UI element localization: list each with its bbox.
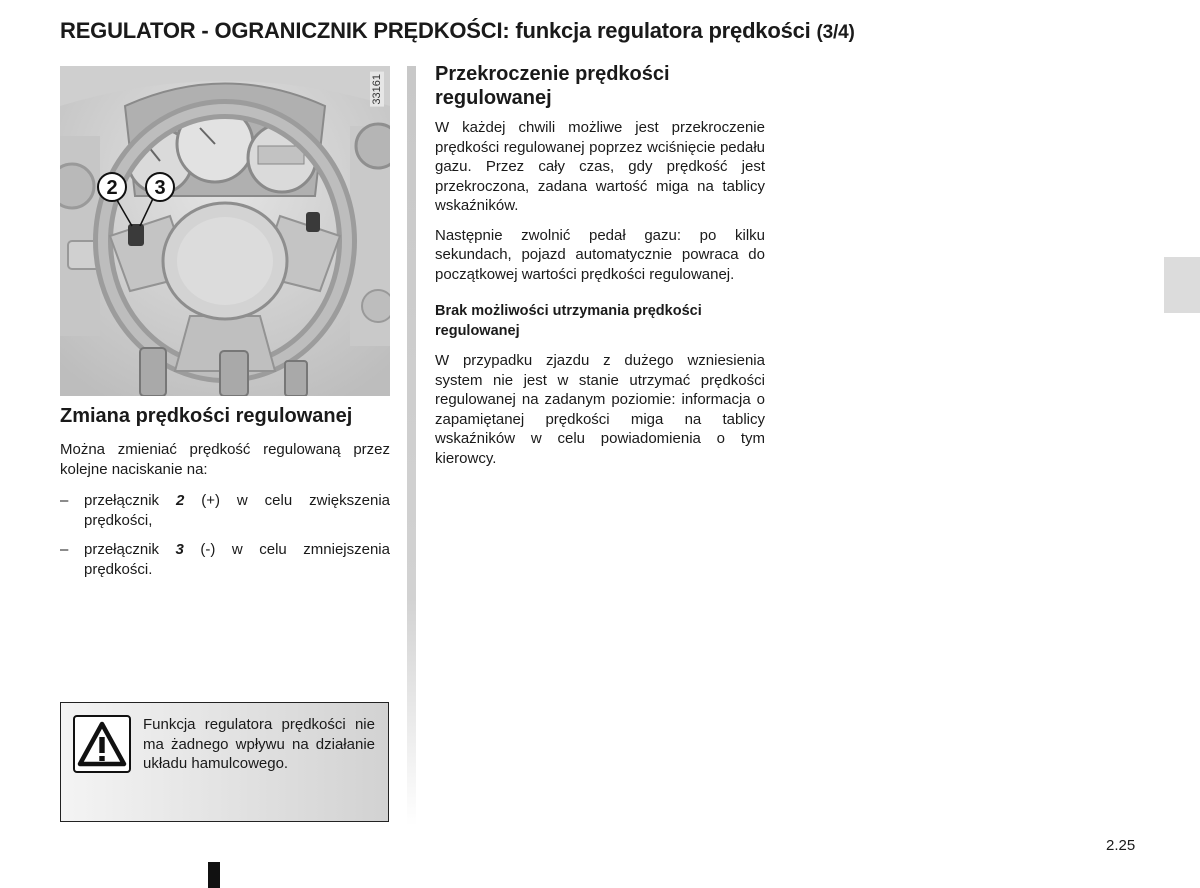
left-column	[60, 66, 390, 589]
callout-3	[146, 173, 174, 201]
title-main: REGULATOR - OGRANICZNIK PRĘDKOŚCI: funkcja regulatora prędkości	[60, 18, 811, 43]
callout-3-label: 3	[154, 177, 166, 199]
right-column	[435, 62, 765, 468]
title-page-indicator: (3/4)	[816, 22, 855, 43]
warning-box	[60, 702, 389, 822]
callout-2	[98, 173, 126, 201]
section-intro: Można zmieniać prędkość regulowaną przez kolejne naciskanie na:	[60, 441, 390, 478]
list-item-text: (+) w celu zwiększenia prędkości,	[84, 492, 390, 529]
list-item-text: przełącznik	[84, 492, 176, 509]
switch-list	[60, 491, 390, 579]
paragraph: Następnie zwolnić pedał gazu: po kilku sekundach, pojazd automatycznie powraca do początkowej wartości prędkości regulowanej.	[435, 226, 765, 283]
bottom-mark	[208, 862, 220, 888]
page-title	[60, 18, 855, 44]
list-dash: –	[60, 541, 69, 558]
warning-text: Funkcja regulatora prędkości nie ma żadnego wpływu na działanie układu hamulcowego.	[143, 716, 375, 772]
section-heading-speed-change: Zmiana prędkości regulowanej	[60, 405, 353, 427]
subheading-speed-maintain: Brak możliwości utrzymania prędkości regulowanej	[435, 303, 702, 339]
paragraph: W każdej chwili możliwe jest przekroczenie prędkości regulowanej poprzez wciśnięcie pedału gazu. Przez cały czas, gdy prędkość jest przekroczona, zadana wartość miga na tablicy wskaźników.	[435, 119, 765, 214]
list-dash: –	[60, 492, 69, 509]
list-item	[60, 540, 390, 579]
section-heading-speed-exceed: Przekroczenie prędkości regulowanej	[435, 63, 670, 109]
switch-number: 3	[175, 541, 184, 558]
warning-triangle-icon	[73, 715, 131, 773]
list-item-text: przełącznik	[84, 541, 176, 558]
paragraph: W przypadku zjazdu z dużego wzniesienia system nie jest w stanie utrzymać prędkości regulowanej na zadanym poziomie: informacja o zapamiętanej prędkości miga na tablicy wskaźników w celu powiadomienia o tym kierowcy.	[435, 352, 765, 467]
list-item-text: (-) w celu zmniejszenia prędkości.	[84, 541, 390, 578]
steering-wheel-figure	[60, 66, 390, 396]
figure-number: 33161	[371, 74, 383, 105]
column-divider	[407, 66, 416, 826]
page-number: 2.25	[1106, 837, 1136, 854]
callout-layer	[60, 66, 390, 396]
callout-2-label: 2	[106, 177, 118, 199]
switch-number: 2	[175, 492, 185, 509]
list-item	[60, 491, 390, 530]
side-tab-marker	[1164, 257, 1200, 313]
